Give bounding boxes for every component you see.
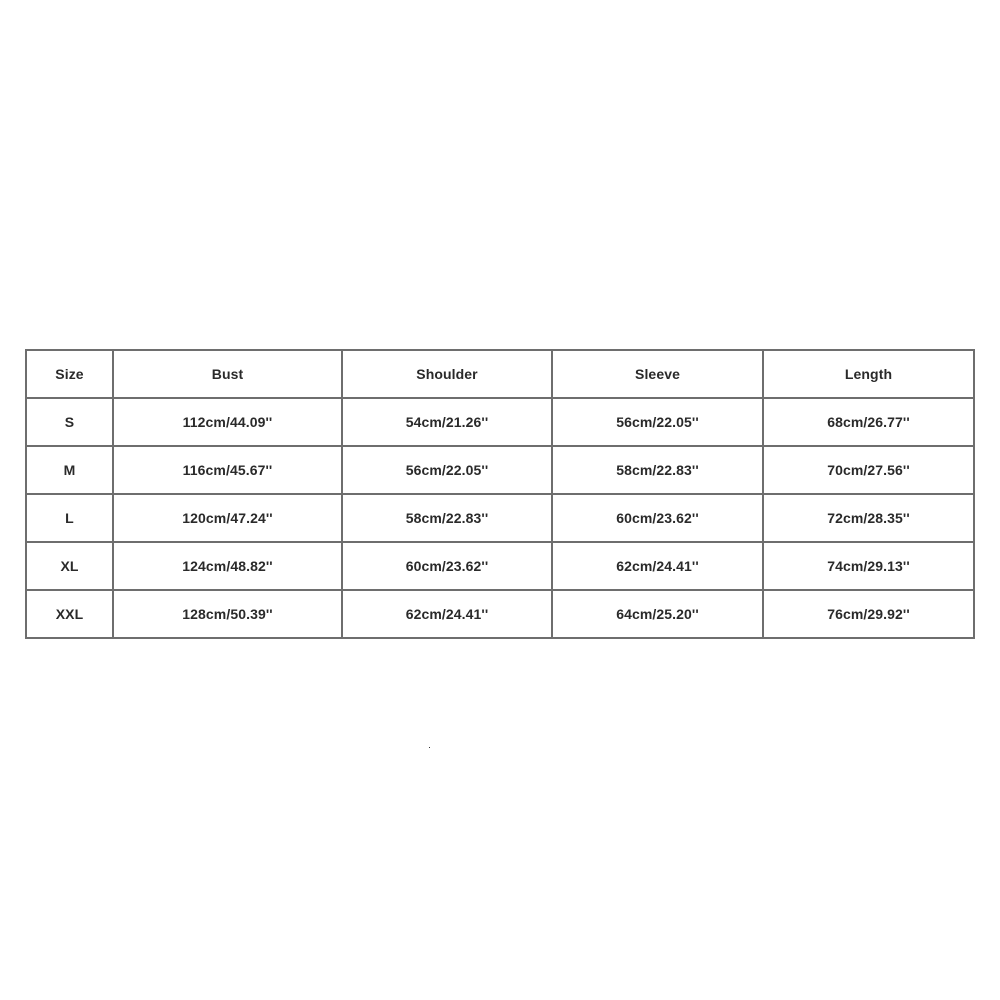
cell-bust: 124cm/48.82'' — [113, 542, 342, 590]
header-bust: Bust — [113, 350, 342, 398]
cell-length: 72cm/28.35'' — [763, 494, 974, 542]
header-size: Size — [26, 350, 113, 398]
cell-sleeve: 64cm/25.20'' — [552, 590, 763, 638]
cell-length: 68cm/26.77'' — [763, 398, 974, 446]
cell-shoulder: 60cm/23.62'' — [342, 542, 552, 590]
cell-length: 74cm/29.13'' — [763, 542, 974, 590]
cell-sleeve: 62cm/24.41'' — [552, 542, 763, 590]
table-row — [26, 542, 974, 590]
cell-size: L — [26, 494, 113, 542]
cell-shoulder: 62cm/24.41'' — [342, 590, 552, 638]
header-row — [26, 350, 974, 398]
cell-shoulder: 54cm/21.26'' — [342, 398, 552, 446]
cell-bust: 120cm/47.24'' — [113, 494, 342, 542]
header-shoulder: Shoulder — [342, 350, 552, 398]
cell-size: XL — [26, 542, 113, 590]
table-row — [26, 446, 974, 494]
table-row — [26, 494, 974, 542]
cell-length: 76cm/29.92'' — [763, 590, 974, 638]
cell-sleeve: 58cm/22.83'' — [552, 446, 763, 494]
cell-length: 70cm/27.56'' — [763, 446, 974, 494]
table-row — [26, 590, 974, 638]
table-row — [26, 398, 974, 446]
cell-size: XXL — [26, 590, 113, 638]
cell-sleeve: 60cm/23.62'' — [552, 494, 763, 542]
stray-dot — [429, 747, 430, 748]
header-length: Length — [763, 350, 974, 398]
header-sleeve: Sleeve — [552, 350, 763, 398]
cell-size: M — [26, 446, 113, 494]
cell-bust: 116cm/45.67'' — [113, 446, 342, 494]
cell-shoulder: 56cm/22.05'' — [342, 446, 552, 494]
cell-size: S — [26, 398, 113, 446]
cell-shoulder: 58cm/22.83'' — [342, 494, 552, 542]
cell-bust: 128cm/50.39'' — [113, 590, 342, 638]
cell-bust: 112cm/44.09'' — [113, 398, 342, 446]
size-chart-table — [25, 349, 975, 639]
cell-sleeve: 56cm/22.05'' — [552, 398, 763, 446]
